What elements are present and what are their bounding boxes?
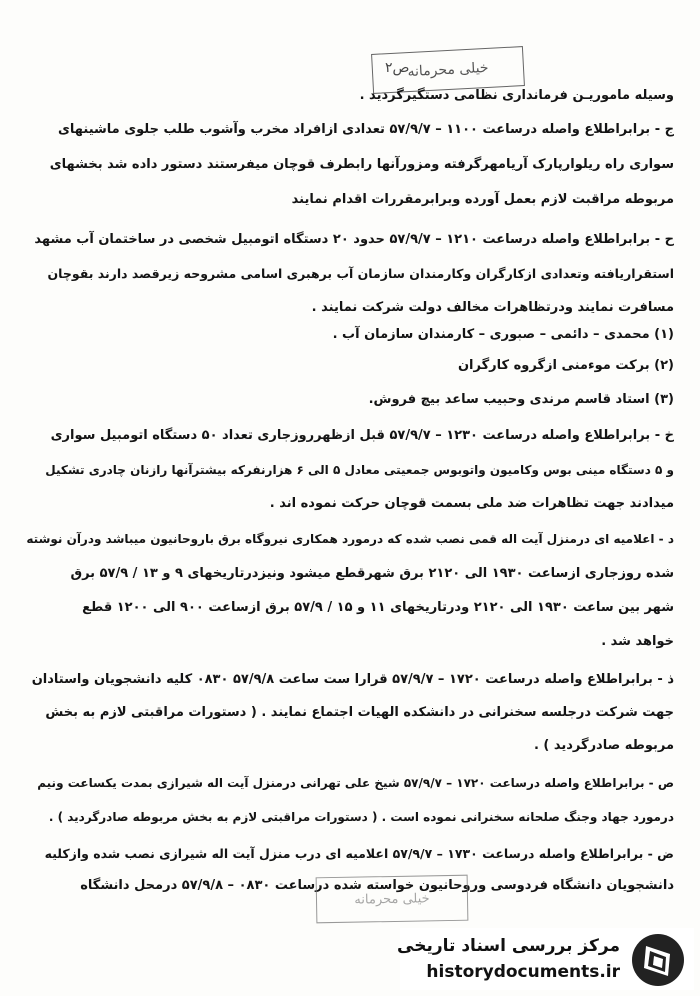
classification-stamp-text: خیلی محرمانه <box>407 59 489 81</box>
document-line: ج - برابراطلاع واصله درساعت ۱۱۰۰ – ۵۷/۹/۷ تعدادی ازافراد مخرب وآشوب طلب جلوی ماشینهای <box>58 122 674 137</box>
watermark-title: مرکز بررسی اسناد تاریخی <box>397 936 620 956</box>
archive-logo-icon <box>630 932 686 988</box>
document-line: ذ - برابراطلاع واصله درساعت ۱۷۲۰ – ۵۷/۹/۷ قرارا ست ساعت ۵۷/۹/۸ ۰۸۳۰ کلیه دانشجویان واستادان <box>31 672 674 687</box>
document-line: جهت شرکت درجلسه سخنرانی در دانشکده الهیات اجتماع نمایند . ( دستورات مراقبتی لازم به بخش <box>45 705 674 720</box>
document-line: وسیله ماموریـن فرمانداری نظامی دستگیرگردید . <box>359 88 674 103</box>
document-line: خ - برابراطلاع واصله درساعت ۱۲۳۰ – ۵۷/۹/۷ قبل ازظهرروزجاری تعداد ۵۰ دستگاه اتومبیل سواری <box>50 428 674 443</box>
document-line: سواری راه ریلوارپارک آریامهرگرفته ومزورآنها رابطرف قوچان میفرستند دستور داده شد بخشهای <box>49 157 674 172</box>
document-line: مسافرت نمایند ودرتظاهرات مخالف دولت شرکت نمایند . <box>311 300 674 315</box>
classification-stamp-bottom <box>316 875 469 924</box>
document-line: خواهد شد . <box>601 634 674 649</box>
document-line: ص - برابراطلاع واصله درساعت ۱۷۲۰ – ۵۷/۹/۷ شیخ علی تهرانی درمنزل آیت اله شیرازی بمدت یکساعت ونیم <box>37 776 674 790</box>
document-line: شهر بین ساعت ۱۹۳۰ الی ۲۱۲۰ ودرتاریخهای ۱۱ و ۱۵ / ۵۷/۹ برق ازساعت ۹۰۰ الی ۱۲۰۰ قطع <box>82 600 674 615</box>
document-line: (۳) استاد قاسم مرندی وحبیب ساعد بیچ فروش. <box>368 392 674 407</box>
document-line: (۲) برکت موءمنی ازگروه کارگران <box>457 358 674 373</box>
page-number: ص۲ <box>385 60 410 76</box>
document-line: شده روزجاری ازساعت ۱۹۳۰ الی ۲۱۲۰ برق شهرقطع میشود ونیزدرتاریخهای ۹ و ۱۳ / ۵۷/۹ برق <box>70 566 674 581</box>
document-line: درمورد جهاد وجنگ صلحانه سخنرانی نموده است . ( دستورات مراقبتی لازم به بخش مربوطه صادرگردید ) . <box>48 810 674 824</box>
document-line: و ۵ دستگاه مینی بوس وکامیون واتوبوس جمعیتی معادل ۵ الی ۶ هزارنفرکه بیشترآنها رازنان چادری تشکیل <box>45 463 674 477</box>
watermark-url: historydocuments.ir <box>426 962 620 982</box>
document-line: ح - برابراطلاع واصله درساعت ۱۲۱۰ – ۵۷/۹/۷ حدود ۲۰ دستگاه اتومبیل شخصی در ساختمان آب مشهد <box>34 232 674 247</box>
document-line: استقراریافته وتعدادی ازکارگران وکارمندان سازمان آب برهبری اسامی مشروحه زیرقصد دارند بقوچان <box>47 266 674 281</box>
document-line: د - اعلامیه ای درمنزل آیت اله قمی نصب شده که درمورد همکاری نیروگاه برق باروحانیون میباشد ودرآن نوشته <box>26 532 674 546</box>
document-line: ض - برابراطلاع واصله درساعت ۱۷۳۰ – ۵۷/۹/۷ اعلامیه ای درب منزل آیت اله شیرازی نصب شده وازکلیه <box>44 846 674 861</box>
document-line: دانشجویان دانشگاه فردوسی وروحانیون خواسته شده درساعت ۰۸۳۰ – ۵۷/۹/۸ درمحل دانشگاه <box>80 878 674 893</box>
document-line: مربوطه مراقبت لازم بعمل آورده وبرابرمقررات اقدام نمایند <box>291 192 674 207</box>
document-line: میدادند جهت تظاهرات ضد ملی بسمت قوچان حرکت نموده اند . <box>269 496 674 511</box>
document-line: (۱) محمدی – دائمی – صبوری – کارمندان سازمان آب . <box>332 327 674 342</box>
document-line: مربوطه صادرگردید ) . <box>533 738 674 753</box>
archive-watermark <box>397 928 694 990</box>
classification-stamp-bottom-text: خیلی محرمانه <box>354 890 430 908</box>
